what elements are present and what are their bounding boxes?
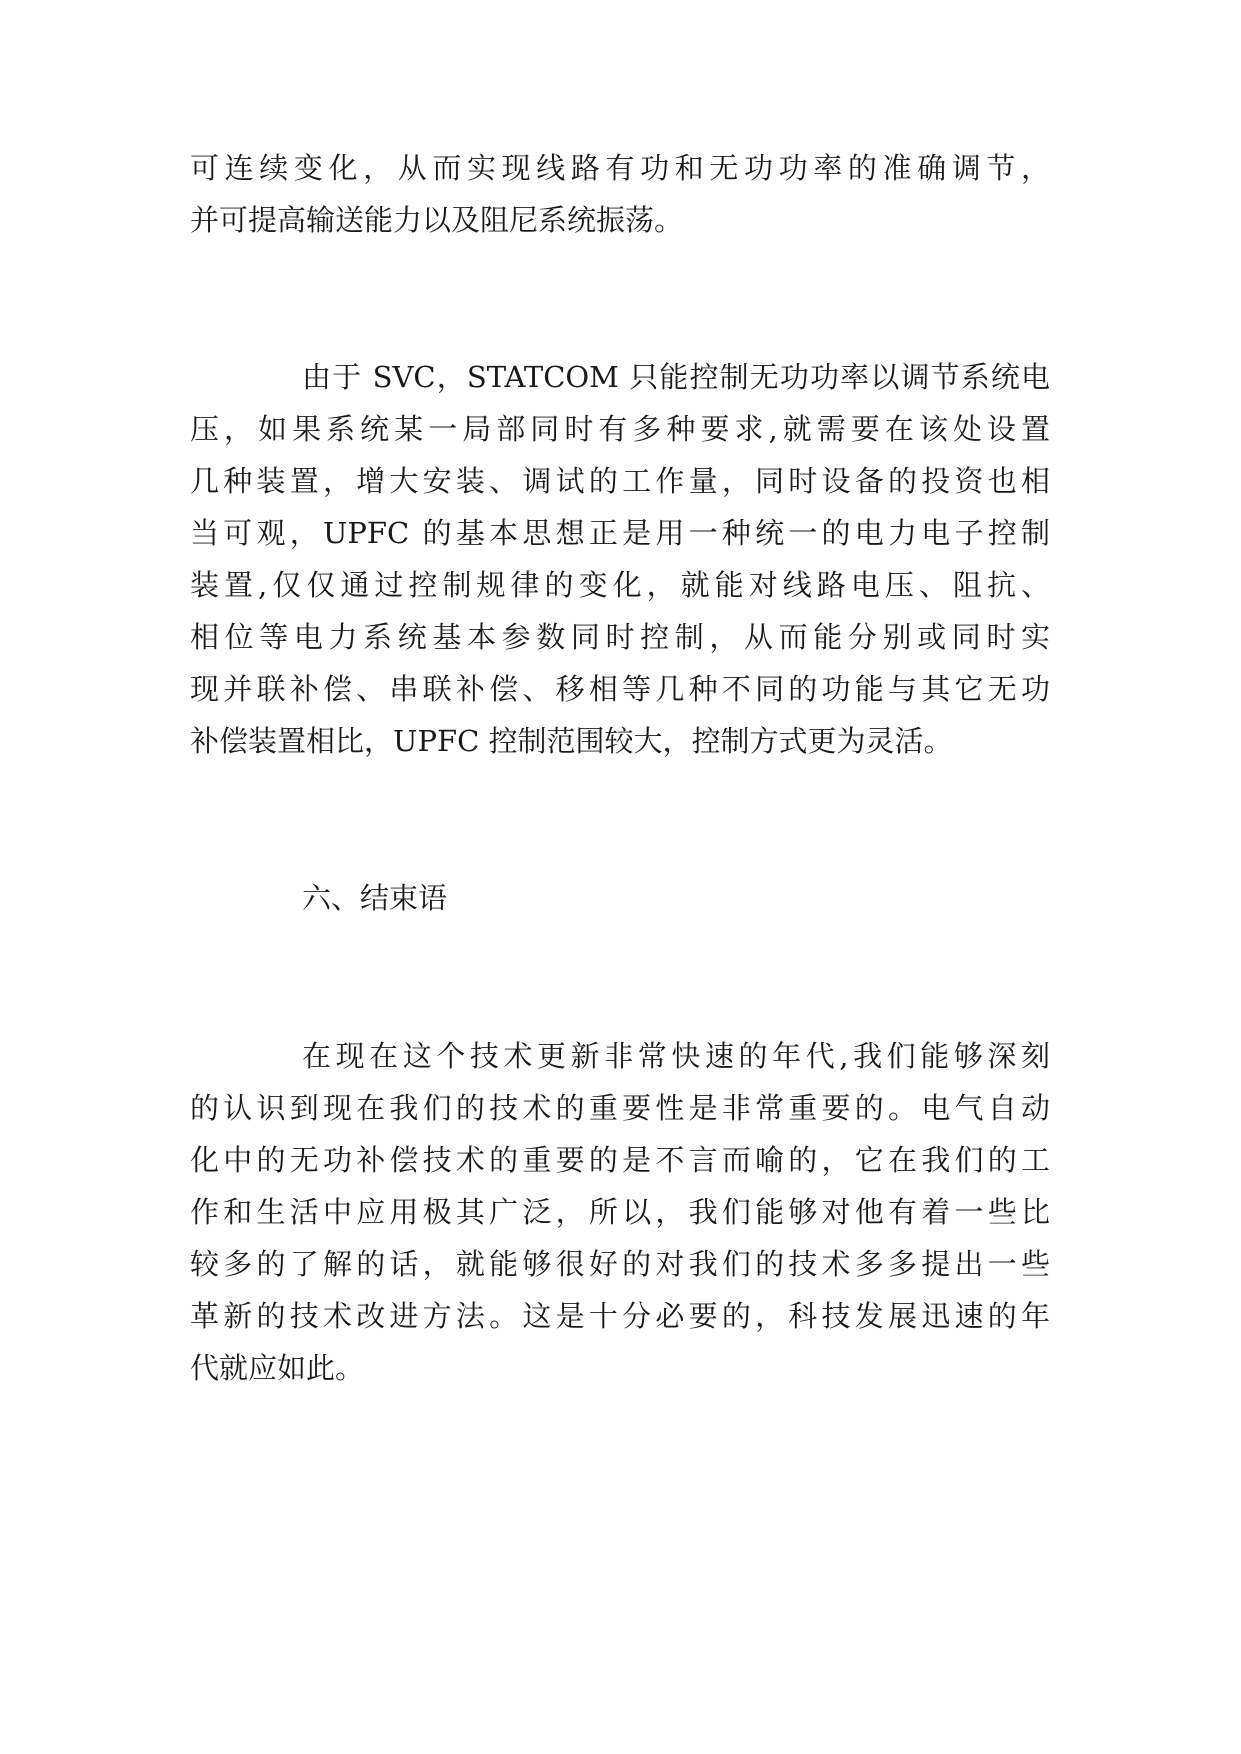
paragraph-2-line-3: 几种装置，增大安装、调试的工作量，同时设备的投资也相 bbox=[190, 464, 1050, 498]
paragraph-2-line-4: 当可观，UPFC 的基本思想正是用一种统一的电力电子控制 bbox=[190, 516, 1050, 550]
paragraph-3-line-2: 的认识到现在我们的技术的重要性是非常重要的。电气自动 bbox=[190, 1091, 1050, 1125]
paragraph-1-line-2: 并可提高输送能力以及阻尼系统振荡。 bbox=[190, 203, 684, 237]
paragraph-2-line-8: 补偿装置相比，UPFC 控制范围较大，控制方式更为灵活。 bbox=[190, 724, 953, 758]
paragraph-3-line-6: 革新的技术改进方法。这是十分必要的，科技发展迅速的年 bbox=[190, 1299, 1050, 1333]
paragraph-2-line-1: 由于 SVC，STATCOM 只能控制无功功率以调节系统电 bbox=[302, 360, 1050, 394]
paragraph-2-line-7: 现并联补偿、串联补偿、移相等几种不同的功能与其它无功 bbox=[190, 672, 1050, 706]
paragraph-2-line-5: 装置,仅仅通过控制规律的变化，就能对线路电压、阻抗、 bbox=[190, 568, 1050, 602]
paragraph-3-line-7: 代就应如此。 bbox=[190, 1351, 365, 1385]
paragraph-3-line-5: 较多的了解的话，就能够很好的对我们的技术多多提出一些 bbox=[190, 1247, 1050, 1281]
paragraph-3-line-1: 在现在这个技术更新非常快速的年代,我们能够深刻 bbox=[302, 1039, 1050, 1073]
paragraph-2-line-6: 相位等电力系统基本参数同时控制，从而能分别或同时实 bbox=[190, 620, 1050, 654]
paragraph-2-line-2: 压，如果系统某一局部同时有多种要求,就需要在该处设置 bbox=[190, 412, 1050, 446]
section-heading: 六、结束语 bbox=[302, 881, 448, 915]
paragraph-3-line-3: 化中的无功补偿技术的重要的是不言而喻的，它在我们的工 bbox=[190, 1143, 1050, 1177]
paragraph-1-line-1: 可连续变化，从而实现线路有功和无功功率的准确调节， bbox=[190, 151, 1050, 185]
paragraph-3-line-4: 作和生活中应用极其广泛，所以，我们能够对他有着一些比 bbox=[190, 1195, 1050, 1229]
